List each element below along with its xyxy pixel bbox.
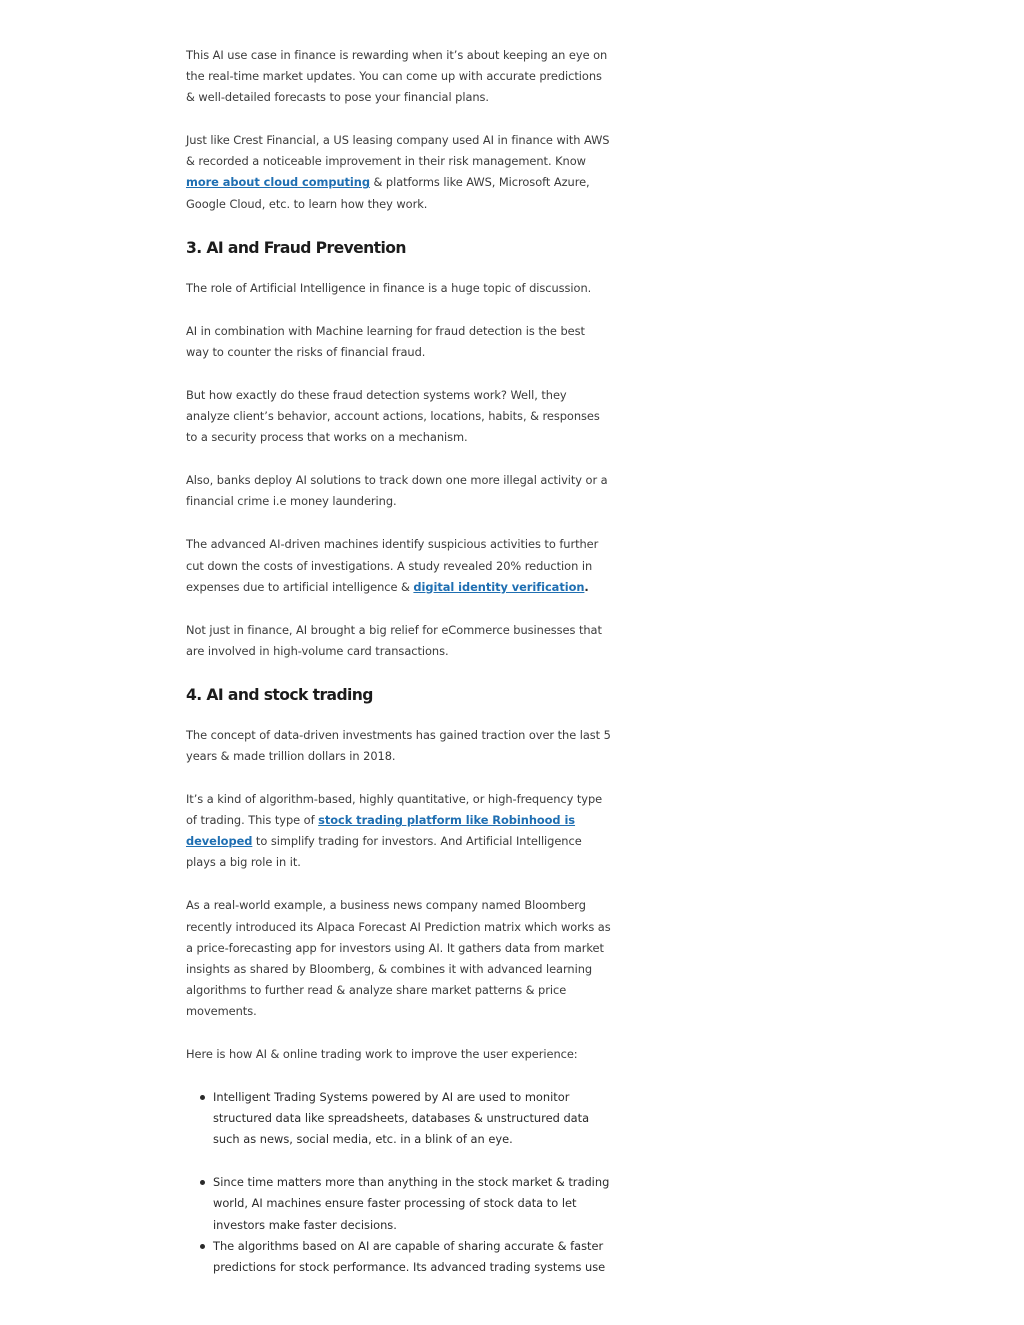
paragraph-text: It’s a kind of algorithm-based, highly quantitative, or high-frequency type of trading. This type of [186,792,603,828]
paragraph-text: to simplify trading for investors. And Artificial Intelligence plays a big role in it. [186,834,582,870]
link-stock-trading-platform[interactable]: stock trading platform like Robinhood is developed [186,813,576,849]
bullet-icon [200,1180,205,1185]
list-item-text: The algorithms based on AI are capable of sharing accurate & faster predictions for stock performance. Its advanced trading systems use [213,1238,606,1274]
paragraph: AI in combination with Machine learning for fraud detection is the best way to counter the risks of financial fraud. [186,323,585,359]
paragraph: Also, banks deploy AI solutions to track down one more illegal activity or a financial crime i.e money laundering. [186,473,608,509]
paragraph: The concept of data-driven investments has gained traction over the last 5 years & made trillion dollars in 2018. [186,727,611,763]
paragraph: The role of Artificial Intelligence in finance is a huge topic of discussion. [186,280,592,295]
paragraph: This AI use case in finance is rewarding when it’s about keeping an eye on the real-time market updates. You can come up with accurate predictions & well-detailed forecasts to pose your financial plans. [186,48,608,105]
article-body [186,45,611,1278]
paragraph-cloud [186,130,611,214]
list-item [213,1236,611,1278]
list-item [213,1087,611,1150]
paragraph: Here is how AI & online trading work to improve the user experience: [186,1047,578,1061]
link-cloud-computing[interactable]: more about cloud computing [186,175,370,190]
paragraph: As a real-world example, a business news company named Bloomberg recently introduced its Alpaca Forecast AI Prediction matrix which works as a price-forecasting app for investors using AI. It gathers data from market insights as shared by Bloomberg, & combines it with advanced learning algorithms to further read & analyze share market patterns & price movements. [186,898,611,1018]
link-digital-identity-verification[interactable]: digital identity verification [413,579,585,594]
section-heading-fraud: 3. AI and Fraud Prevention [186,238,406,257]
list-item-text: Since time matters more than anything in the stock market & trading world, AI machines ensure faster processing of stock data to let investors make faster decisions. [213,1175,610,1232]
bullet-list [186,1087,611,1278]
paragraph: Not just in finance, AI brought a big relief for eCommerce businesses that are involved in high-volume card transactions. [186,622,602,658]
bullet-icon [200,1244,205,1249]
paragraph-text: & platforms like AWS, Microsoft Azure, Google Cloud, etc. to learn how they work. [186,175,590,211]
section-heading-stock-trading: 4. AI and stock trading [186,685,373,704]
paragraph-text: . [584,579,589,594]
paragraph-identity [186,534,611,597]
paragraph-robinhood [186,789,611,873]
bullet-icon [200,1095,205,1100]
paragraph-text: Just like Crest Financial, a US leasing company used AI in finance with AWS & recorded a noticeable improvement in their risk management. Know [186,133,610,169]
paragraph-text: The advanced AI-driven machines identify suspicious activities to further cut down the costs of investigations. A study revealed 20% reduction in expenses due to artificial intelligence & [186,537,599,594]
list-item [213,1172,611,1235]
list-item-text: Intelligent Trading Systems powered by AI are used to monitor structured data like spreadsheets, databases & unstructured data such as news, social media, etc. in a blink of an eye. [213,1090,590,1147]
paragraph: But how exactly do these fraud detection systems work? Well, they analyze client’s behavior, account actions, locations, habits, & responses to a security process that works on a mechanism. [186,387,600,445]
